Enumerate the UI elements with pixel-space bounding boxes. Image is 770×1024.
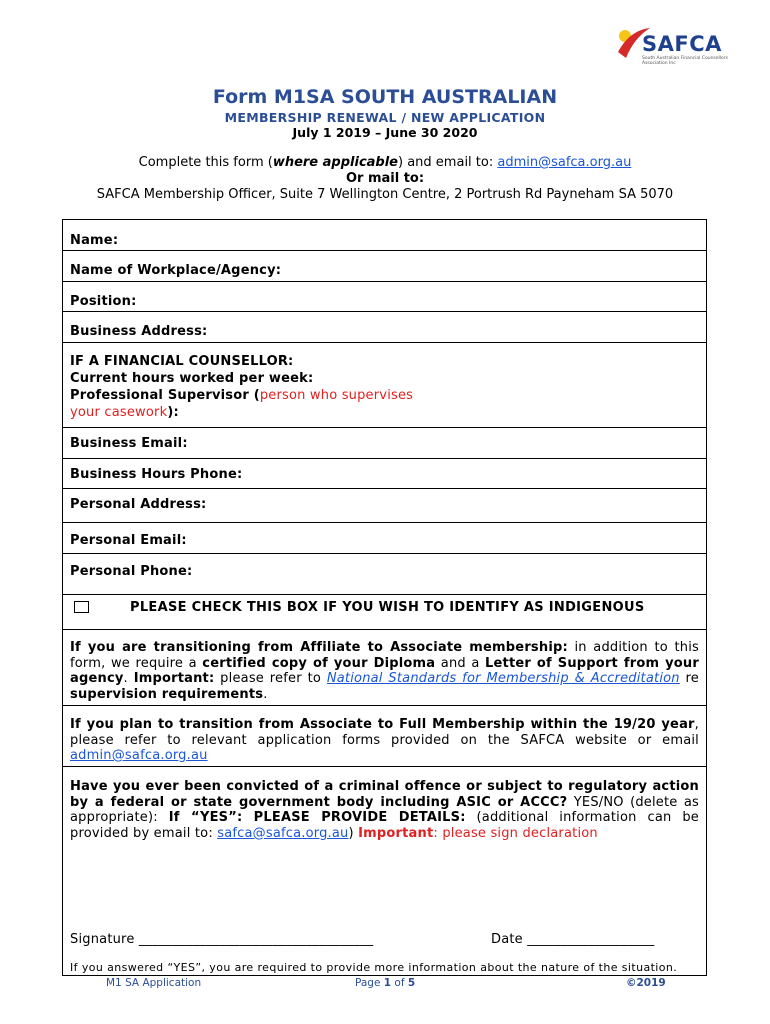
instructions-text: Complete this form ( (138, 155, 273, 170)
instructions-emphasis: where applicable (272, 155, 399, 170)
mail-to-label: Or mail to: (345, 171, 425, 186)
affiliate-text: . (263, 686, 268, 702)
form-table (62, 219, 707, 976)
important-label: Important (358, 825, 434, 841)
associate-bold: If you plan to transition from Associate to Full Membership within the 19/20 year (70, 717, 695, 732)
associate-text: , please refer to relevant application forms provided on the SAFCA website or email (70, 717, 699, 748)
membership-period: July 1 2019 – June 30 2020 (292, 125, 478, 140)
affiliate-transition-text (70, 640, 699, 702)
admin-email-link[interactable]: admin@safca.org.au (497, 155, 632, 170)
page-text: of (391, 977, 408, 989)
personal-email-row[interactable] (63, 523, 706, 554)
affiliate-bold: certified copy of your Diploma (202, 655, 436, 671)
business-phone-label: Business Hours Phone: (70, 467, 243, 482)
personal-address-row[interactable] (63, 489, 706, 523)
safca-email-link[interactable]: safca@safca.org.au (217, 825, 349, 841)
name-row[interactable] (63, 220, 706, 251)
personal-phone-label: Personal Phone: (70, 564, 193, 579)
date-line[interactable]: Date ___________________ (491, 932, 655, 947)
national-standards-link[interactable]: National Standards for Membership & Accreditation (326, 671, 680, 686)
criminal-text: (additional information can be provided by email to: (70, 810, 700, 841)
page-current: 1 (383, 977, 392, 989)
financial-counsellor-row[interactable] (63, 343, 706, 428)
business-phone-row[interactable] (63, 459, 706, 489)
criminal-bold: If “YES”: PLEASE PROVIDE DETAILS: (168, 810, 466, 825)
instructions-text: ) and email to: (398, 155, 498, 170)
workplace-row[interactable] (63, 251, 706, 282)
personal-address-label: Personal Address: (70, 497, 207, 512)
signature-line[interactable]: Signature ___________________________________ (70, 932, 374, 947)
hours-label: Current hours worked per week: (70, 371, 314, 386)
personal-email-label: Personal Email: (70, 533, 187, 548)
business-email-label: Business Email: (70, 436, 188, 451)
logo-tagline: South Australian Financial Counsellors Association Inc (642, 56, 728, 66)
position-row[interactable] (63, 282, 706, 312)
associate-transition-row (63, 706, 706, 767)
affiliate-transition-row (63, 630, 706, 706)
page-text: Page (355, 977, 384, 989)
criminal-text: ) (348, 825, 359, 841)
affiliate-bold: Important: (133, 671, 215, 686)
criminal-text: YES/NO (delete as appropriate): (70, 794, 699, 825)
name-label: Name: (70, 233, 119, 248)
workplace-label: Name of Workplace/Agency: (70, 263, 282, 278)
indigenous-checkbox[interactable] (74, 601, 89, 613)
supervisor-text: ): (167, 405, 179, 420)
affiliate-text: please refer to (214, 671, 327, 686)
position-label: Position: (70, 294, 137, 309)
indigenous-row (63, 595, 706, 630)
criminal-question-text (70, 779, 699, 841)
footer-copyright: ©2019 (626, 977, 666, 989)
important-text: : please sign declaration (433, 825, 598, 841)
form-title: Form M1SA SOUTH AUSTRALIAN (212, 86, 558, 108)
personal-phone-row[interactable] (63, 554, 706, 595)
safca-logo (612, 22, 737, 70)
fc-heading: IF A FINANCIAL COUNSELLOR: (70, 354, 294, 369)
criminal-declaration-row (63, 767, 706, 975)
affiliate-text: and a (435, 655, 486, 671)
indigenous-label: PLEASE CHECK THIS BOX IF YOU WISH TO IDENTIFY AS INDIGENOUS (130, 600, 645, 615)
affiliate-text: re (679, 671, 700, 686)
logo-text: SAFCA (642, 32, 722, 56)
footer-page-number (355, 977, 415, 989)
affiliate-bold: supervision requirements (70, 686, 264, 702)
page-total: 5 (407, 977, 416, 989)
instructions (0, 155, 770, 170)
affiliate-bold: If you are transitioning from Affiliate to Associate membership: (70, 640, 568, 655)
supervisor-label (70, 387, 440, 421)
supervisor-text: Professional Supervisor ( (70, 388, 260, 403)
postal-address: SAFCA Membership Officer, Suite 7 Wellington Centre, 2 Portrush Rd Payneham SA 5070 (96, 187, 674, 202)
supervisor-note: person who supervises your casework (70, 388, 414, 420)
yes-answer-note: If you answered “YES”, you are required to provide more information about the nature of the situation. (70, 961, 678, 974)
affiliate-text: in addition to this form, we require a (70, 640, 699, 671)
business-email-row[interactable] (63, 428, 706, 459)
admin-email-link[interactable]: admin@safca.org.au (70, 748, 208, 763)
associate-transition-text (70, 717, 699, 764)
business-address-row[interactable] (63, 312, 706, 343)
footer-doc-name: M1 SA Application (106, 977, 202, 989)
criminal-bold: Have you ever been convicted of a criminal offence or subject to regulatory action by a federal or state government body including ASIC or ACCC? (70, 779, 699, 810)
affiliate-bold: Letter of Support from your agency (70, 655, 699, 686)
affiliate-text: . (123, 671, 134, 686)
form-subtitle: MEMBERSHIP RENEWAL / NEW APPLICATION (224, 110, 546, 125)
business-address-label: Business Address: (70, 324, 208, 339)
